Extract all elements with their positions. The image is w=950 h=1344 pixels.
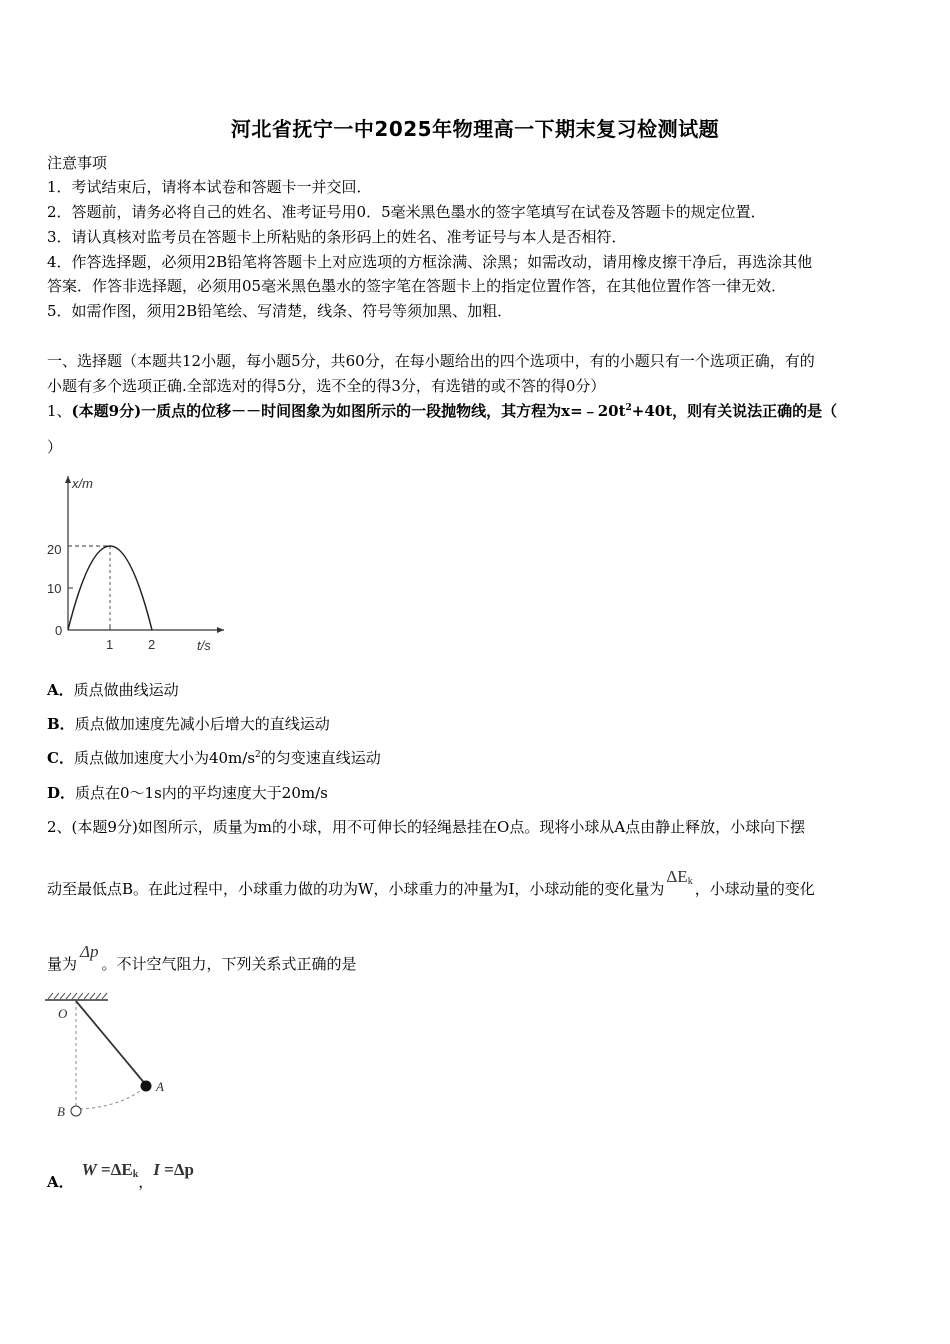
option-letter: A． — [47, 1173, 74, 1191]
section-header-line1: 一、选择题（本题共12小题，每小题5分，共60分，在每小题给出的四个选项中，有的小题只有一个选项正确，有的 — [47, 352, 815, 370]
option-letter: D． — [47, 784, 76, 802]
q1-graph-x-tick-label: 1 — [106, 637, 114, 652]
q2-line3-a: 量为 — [47, 955, 78, 973]
q1-stem-sup: 2 — [625, 403, 632, 413]
q2-delta-p-symbol: Δp — [80, 942, 99, 961]
q1-stem-end: ） — [47, 438, 63, 456]
q2-line3-b: 。不计空气阻力，下列关系式正确的是 — [101, 955, 357, 973]
notice-item: 4．作答选择题，必须用2B铅笔将答题卡上对应选项的方框涂满、涂黑；如需改动，请用橡皮擦干净后，再选涂其他 — [47, 253, 813, 271]
q2-line1: (本题9分)如图所示，质量为m的小球，用不可伸长的轻绳悬挂在O点。现将小球从A点由静止释放，小球向下摆 — [71, 818, 806, 836]
notice-heading: 注意事项 — [47, 154, 108, 172]
q1-graph-y-arrow — [65, 476, 71, 483]
option-letter: C． — [47, 749, 74, 767]
q2-line2-a: 动至最低点B。在此过程中，小球重力做的功为W，小球重力的冲量为I，小球动能的变化量为 — [47, 880, 665, 898]
q2-stem-line3 — [47, 942, 357, 974]
option-text: 质点做加速度大小为40m/s — [73, 749, 256, 767]
ball-a — [141, 1081, 152, 1092]
ceiling-hatching — [48, 993, 107, 999]
q1-graph-y-tick-label: 0 — [55, 623, 63, 638]
q2-stem-line1 — [47, 817, 805, 837]
label-b: B — [57, 1104, 65, 1119]
notice-item: 答案．作答非选择题，必须用05毫米黑色墨水的签字笔在答题卡上的指定位置作答，在其他位置作答一律无效． — [47, 277, 787, 295]
q1-option-c[interactable] — [47, 748, 381, 768]
pendulum-string — [76, 1001, 146, 1085]
q2-pendulum-figure — [40, 990, 180, 1125]
q1-graph-x-arrow — [217, 627, 224, 633]
section-header-line2: 小题有多个选项正确.全部选对的得5分，选不全的得3分，有选错的或不答的得0分） — [47, 377, 606, 395]
option-text: 质点在0～1s内的平均速度大于20m/s — [75, 784, 328, 802]
q1-option-a[interactable] — [47, 680, 179, 700]
option-sup: 2 — [255, 750, 261, 760]
q1-number: 1、 — [47, 402, 72, 420]
q1-stem — [47, 401, 837, 421]
option-text: 质点做加速度先减小后增大的直线运动 — [74, 715, 330, 733]
option-text: 的匀变速直线运动 — [260, 749, 381, 767]
q2-option-a-formula: $W =\Delta E_k$ — [81, 1160, 139, 1180]
ball-b-position — [71, 1106, 81, 1116]
q1-graph-y-label: x/m — [72, 476, 93, 491]
q1-option-d[interactable] — [47, 783, 328, 803]
option-comma: ， — [138, 1173, 154, 1191]
q2-line2-b: ，小球动量的变化 — [694, 880, 815, 898]
q1-graph-y-tick-label: 20 — [47, 542, 62, 557]
option-text: 质点做曲线运动 — [73, 681, 179, 699]
label-a: A — [156, 1079, 164, 1094]
q1-graph-x-label: t/s — [197, 638, 211, 653]
q2-delta-ek-symbol: $\Delta E_k$ — [666, 867, 693, 887]
q1-stem-b: +40t，则有关说法正确的是（ — [631, 402, 838, 420]
q2-option-a-formula-2: I =Δp — [153, 1160, 194, 1179]
label-o: O — [58, 1006, 68, 1021]
notice-item: 2．答题前，请务必将自己的姓名、准考证号用0．5毫米黑色墨水的签字笔填写在试卷及答题卡的规定位置． — [47, 203, 766, 221]
option-letter: B． — [47, 715, 75, 733]
q1-graph-x-tick-label: 2 — [148, 637, 156, 652]
page-title: 河北省抚宁一中2025年物理高一下期末复习检测试题 — [230, 117, 720, 141]
notice-item: 3．请认真核对监考员在答题卡上所粘贴的条形码上的姓名、准考证号与本人是否相符． — [47, 228, 627, 246]
notice-item: 1．考试结束后，请将本试卷和答题卡一并交回． — [47, 178, 372, 196]
q1-stem-a: (本题9分)一质点的位移－－时间图象为如图所示的一段抛物线，其方程为x=﹣20t — [71, 402, 626, 420]
q1-graph-y-tick-label: 10 — [47, 581, 62, 596]
q2-stem-line2 — [47, 867, 815, 904]
swing-arc — [80, 1088, 144, 1109]
q2-number: 2、 — [47, 818, 72, 836]
q1-option-b[interactable] — [47, 714, 330, 734]
q1-position-time-graph — [42, 468, 227, 658]
notice-item: 5．如需作图，须用2B铅笔绘、写清楚，线条、符号等须加黑、加粗． — [47, 302, 513, 320]
q2-option-a[interactable] — [47, 1160, 194, 1197]
option-letter: A． — [47, 681, 74, 699]
